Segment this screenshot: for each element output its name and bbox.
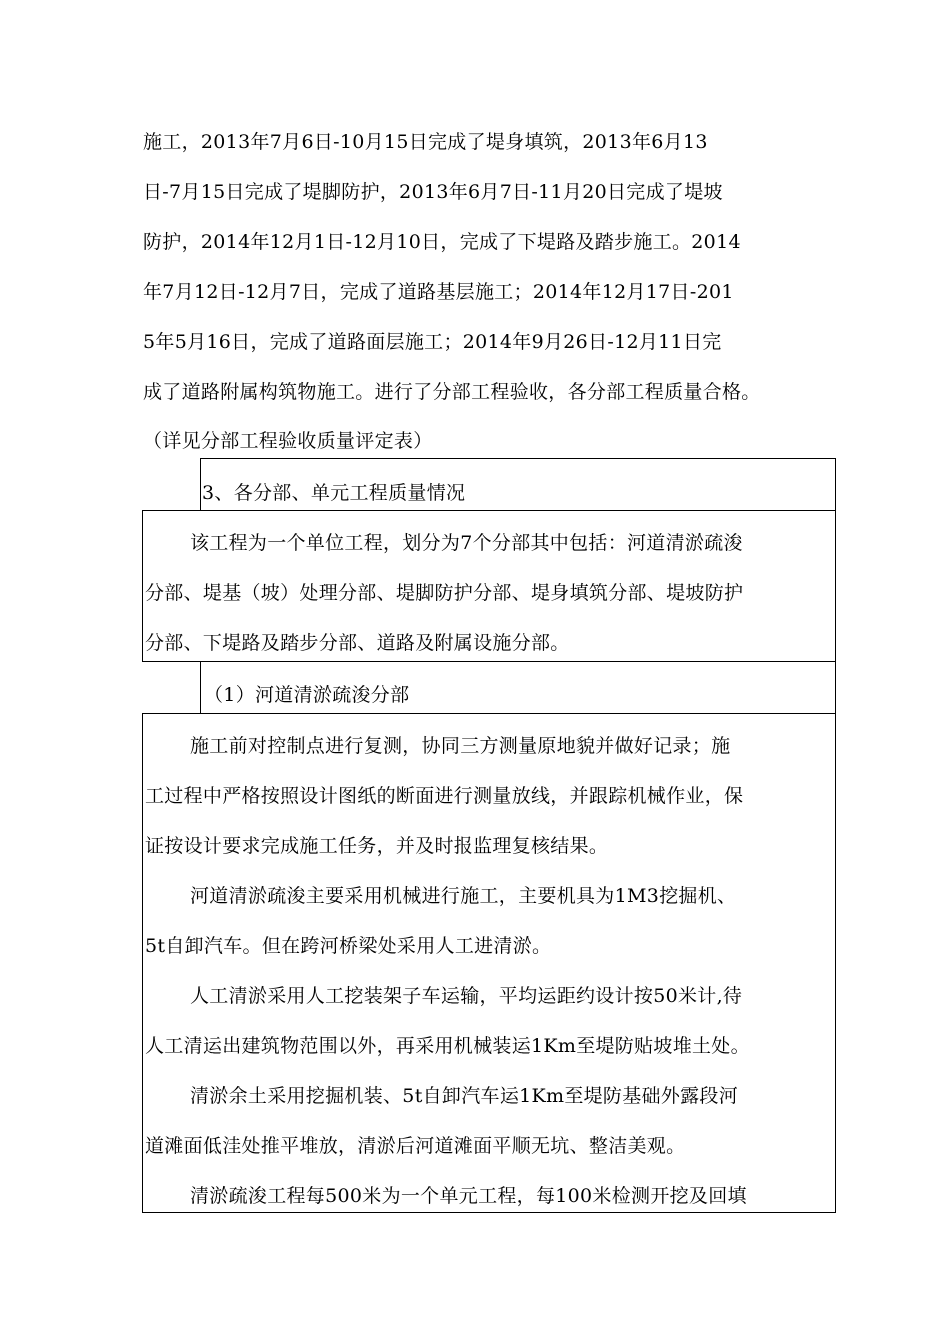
intro-line: （详见分部工程验收质量评定表） (143, 430, 433, 452)
subsection1-line: 清淤疏浚工程每500米为一个单元工程，每100米检测开挖及回填 (190, 1185, 747, 1207)
section3-line: 分部、下堤路及踏步分部、道路及附属设施分部。 (145, 632, 570, 654)
intro-line: 日-7月15日完成了堤脚防护，2013年6月7日-11月20日完成了堤坡 (143, 181, 723, 203)
intro-line: 成了道路附属构筑物施工。进行了分部工程验收，各分部工程质量合格。 (143, 381, 761, 403)
intro-line: 年7月12日-12月7日，完成了道路基层施工；2014年12月17日-201 (143, 281, 734, 303)
subsection1-line: 清淤余土采用挖掘机装、5t自卸汽车运1Km至堤防基础外露段河 (190, 1085, 739, 1107)
subsection1-line: 工过程中严格按照设计图纸的断面进行测量放线，并跟踪机械作业，保 (145, 785, 744, 807)
subsection1-line: 人工清运出建筑物范围以外，再采用机械装运1Km至堤防贴坡堆土处。 (145, 1035, 750, 1057)
subsection1-line: 施工前对控制点进行复测，协同三方测量原地貌并做好记录；施 (190, 735, 731, 757)
subsection1-line: 5t自卸汽车。但在跨河桥梁处采用人工进清淤。 (145, 935, 552, 957)
subsection1-line: 道滩面低洼处推平堆放，清淤后河道滩面平顺无坑、整洁美观。 (145, 1135, 686, 1157)
subsection1-heading: （1）河道清淤疏浚分部 (204, 684, 410, 706)
subsection1-line: 河道清淤疏浚主要采用机械进行施工，主要机具为1M3挖掘机、 (190, 885, 737, 907)
section3-heading: 3、各分部、单元工程质量情况 (202, 482, 466, 504)
section3-line: 分部、堤基（坡）处理分部、堤脚防护分部、堤身填筑分部、堤坡防护 (145, 582, 744, 604)
subsection1-line: 人工清淤采用人工挖装架子车运输，平均运距约设计按50米计,待 (190, 985, 743, 1007)
intro-line: 防护，2014年12月1日-12月10日，完成了下堤路及踏步施工。2014 (143, 231, 741, 253)
subsection1-line: 证按设计要求完成施工任务，并及时报监理复核结果。 (145, 835, 609, 857)
intro-line: 5年5月16日，完成了道路面层施工；2014年9月26日-12月11日完 (143, 331, 722, 353)
section3-line: 该工程为一个单位工程，划分为7个分部其中包括：河道清淤疏浚 (190, 532, 743, 554)
intro-line: 施工，2013年7月6日-10月15日完成了堤身填筑，2013年6月13 (143, 131, 708, 153)
